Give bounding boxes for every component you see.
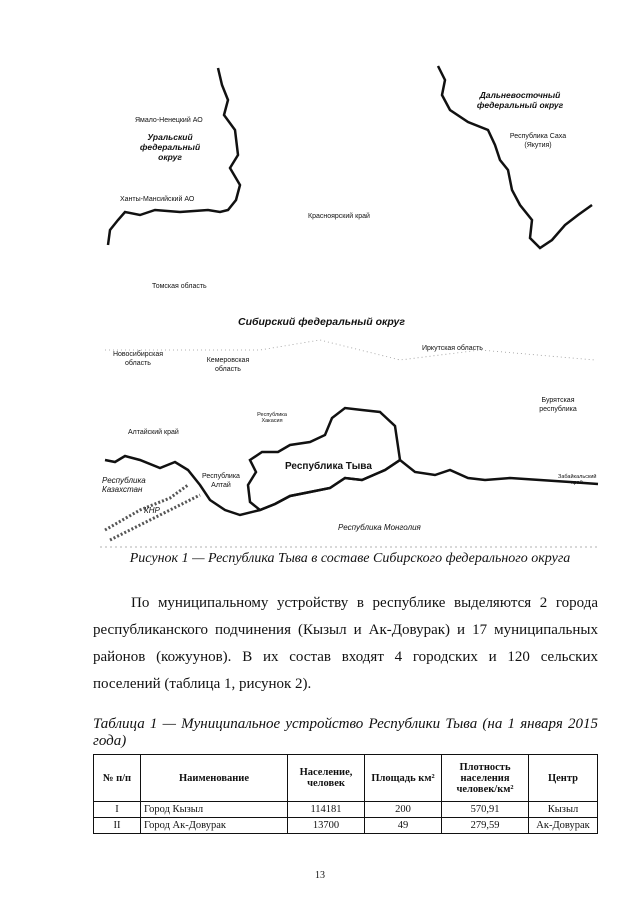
label-hanty: Ханты-Мансийский АО [120, 196, 195, 203]
label-irkutsk: Иркутская область [422, 345, 483, 352]
cell-density: 570,91 [442, 802, 529, 818]
paragraph-text: По муниципальному устройству в республике выделяются 2 города республиканского подчинения (Кызыл и Ак-Довурак) и 17 муниципальных районов (кожуунов). В их состав входят 4 городских и 120 сельских поселений (таблица 1, рисунок 2). [93, 595, 598, 692]
cell-population: 13700 [288, 818, 365, 834]
col-header-number: № п/п [94, 755, 141, 802]
col-header-center: Центр [529, 755, 598, 802]
label-siberian-district: Сибирский федеральный округ [238, 316, 405, 328]
label-altai-krai: Алтайский край [128, 429, 179, 436]
label-buryatia: Бурятская республика [539, 397, 577, 413]
figure-caption: Рисунок 1 — Республика Тыва в составе Сибирского федерального округа [129, 551, 571, 566]
cell-center: Ак-Довурак [529, 818, 598, 834]
col-header-name: Наименование [141, 755, 288, 802]
label-krasnoyarsk: Красноярский край [308, 213, 370, 220]
label-yamalo: Ямало-Ненецкий АО [135, 117, 203, 124]
label-zabaykalsky: Забайкальский край [558, 474, 597, 486]
cell-number: I [94, 802, 141, 818]
body-paragraph [93, 590, 598, 698]
col-header-population: Население, человек [288, 755, 365, 802]
col-header-density: Плотность населения человек/км² [442, 755, 529, 802]
label-ural-district: Уральский федеральный округ [139, 132, 201, 162]
table-header-row [94, 755, 598, 802]
label-novosibirsk: Новосибирская область [112, 351, 164, 367]
label-sakha: Республика Саха (Якутия) [509, 133, 567, 149]
table-caption: Таблица 1 — Муниципальное устройство Республики Тыва (на 1 января 2015 года) [93, 716, 598, 749]
cell-area: 200 [365, 802, 442, 818]
table-row [94, 802, 598, 818]
page-number: 13 [315, 870, 325, 881]
label-khakassia: Республика Хакасия [257, 412, 287, 424]
label-mongolia: Республика Монголия [338, 523, 421, 532]
label-kazakhstan: Республика Казахстан [102, 476, 146, 494]
label-far-east-district: Дальневосточный федеральный округ [476, 90, 564, 110]
label-kemerovo: Кемеровская область [206, 357, 250, 373]
cell-density: 279,59 [442, 818, 529, 834]
label-tyva: Республика Тыва [285, 461, 372, 472]
label-tomsk: Томская область [152, 283, 207, 290]
col-header-area: Площадь км² [365, 755, 442, 802]
cell-name: Город Кызыл [141, 802, 288, 818]
table-row [94, 818, 598, 834]
label-china: КНР [144, 506, 160, 515]
municipal-table [93, 754, 598, 834]
cell-population: 114181 [288, 802, 365, 818]
cell-number: II [94, 818, 141, 834]
cell-area: 49 [365, 818, 442, 834]
label-altai-republic: Республика Алтай [202, 473, 240, 489]
cell-name: Город Ак-Довурак [141, 818, 288, 834]
map-figure [100, 60, 600, 550]
cell-center: Кызыл [529, 802, 598, 818]
